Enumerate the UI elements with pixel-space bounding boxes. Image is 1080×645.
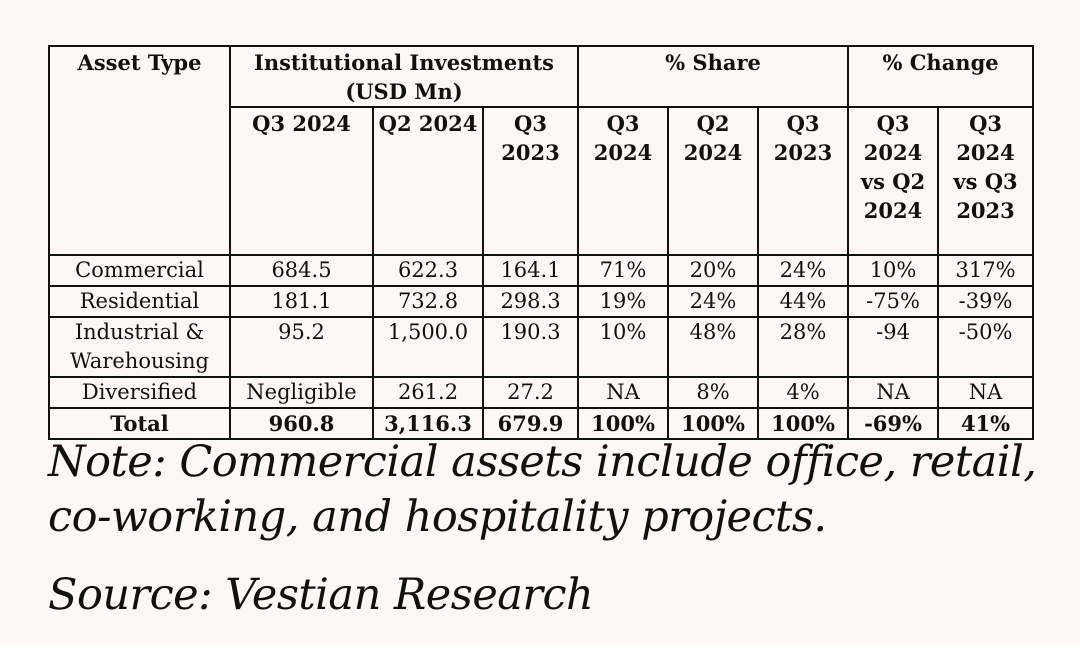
- table-cell: 28%: [758, 317, 848, 377]
- table-row: [49, 317, 1033, 377]
- table-cell: 732.8: [373, 286, 483, 317]
- table-cell: 48%: [668, 317, 758, 377]
- table-cell: 95.2: [230, 317, 373, 377]
- table-cell: 19%: [578, 286, 668, 317]
- subheader-change-vs-q3: Q3 2024 vs Q3 2023: [938, 107, 1033, 255]
- total-cell: 41%: [938, 408, 1033, 439]
- table-cell: 10%: [848, 255, 938, 286]
- table-cell: Negligible: [230, 377, 373, 408]
- total-label: Total: [49, 408, 230, 439]
- table-row: [49, 255, 1033, 286]
- table-cell: 71%: [578, 255, 668, 286]
- investment-table: [48, 45, 1034, 440]
- total-cell: -69%: [848, 408, 938, 439]
- subheader-inv-q3-2024: Q3 2024: [230, 107, 373, 255]
- table-cell: -39%: [938, 286, 1033, 317]
- subheader-inv-q2-2024: Q2 2024: [373, 107, 483, 255]
- total-cell: 679.9: [483, 408, 578, 439]
- table-cell: 20%: [668, 255, 758, 286]
- total-cell: 100%: [578, 408, 668, 439]
- subheader-share-q3-2023: Q3 2023: [758, 107, 848, 255]
- table-cell: -75%: [848, 286, 938, 317]
- asset-cell: Commercial: [49, 255, 230, 286]
- table-cell: 44%: [758, 286, 848, 317]
- subheader-inv-q3-2023: Q3 2023: [483, 107, 578, 255]
- table-cell: 190.3: [483, 317, 578, 377]
- table-cell: 1,500.0: [373, 317, 483, 377]
- table-cell: NA: [938, 377, 1033, 408]
- subheader-share-q3-2024: Q3 2024: [578, 107, 668, 255]
- table-cell: 181.1: [230, 286, 373, 317]
- asset-cell: Residential: [49, 286, 230, 317]
- table-cell: 24%: [758, 255, 848, 286]
- table-cell: 317%: [938, 255, 1033, 286]
- source-text: Source: Vestian Research: [48, 570, 594, 620]
- total-cell: 3,116.3: [373, 408, 483, 439]
- total-cell: 100%: [758, 408, 848, 439]
- table-cell: 10%: [578, 317, 668, 377]
- header-asset-type: Asset Type: [49, 46, 230, 255]
- table-cell: 24%: [668, 286, 758, 317]
- header-change: % Change: [848, 46, 1033, 107]
- table-cell: 298.3: [483, 286, 578, 317]
- table-cell: NA: [578, 377, 668, 408]
- subheader-share-q2-2024: Q2 2024: [668, 107, 758, 255]
- table-cell: 27.2: [483, 377, 578, 408]
- subheader-change-vs-q2: Q3 2024 vs Q2 2024: [848, 107, 938, 255]
- total-cell: 960.8: [230, 408, 373, 439]
- table-cell: 684.5: [230, 255, 373, 286]
- table-row: [49, 377, 1033, 408]
- table-cell: NA: [848, 377, 938, 408]
- table-cell: 4%: [758, 377, 848, 408]
- table-row: [49, 286, 1033, 317]
- total-cell: 100%: [668, 408, 758, 439]
- header-group-row: [49, 46, 1033, 107]
- note-text: Note: Commercial assets include office, retail, co-working, and hospitality projects.: [48, 437, 1037, 542]
- table-cell: -94: [848, 317, 938, 377]
- table-cell: 164.1: [483, 255, 578, 286]
- header-share: % Share: [578, 46, 848, 107]
- table-cell: 261.2: [373, 377, 483, 408]
- asset-cell: Diversified: [49, 377, 230, 408]
- asset-cell: Industrial & Warehousing: [49, 317, 230, 377]
- table-cell: -50%: [938, 317, 1033, 377]
- table-cell: 8%: [668, 377, 758, 408]
- header-institutional-investments: Institutional Investments (USD Mn): [230, 46, 578, 107]
- table-cell: 622.3: [373, 255, 483, 286]
